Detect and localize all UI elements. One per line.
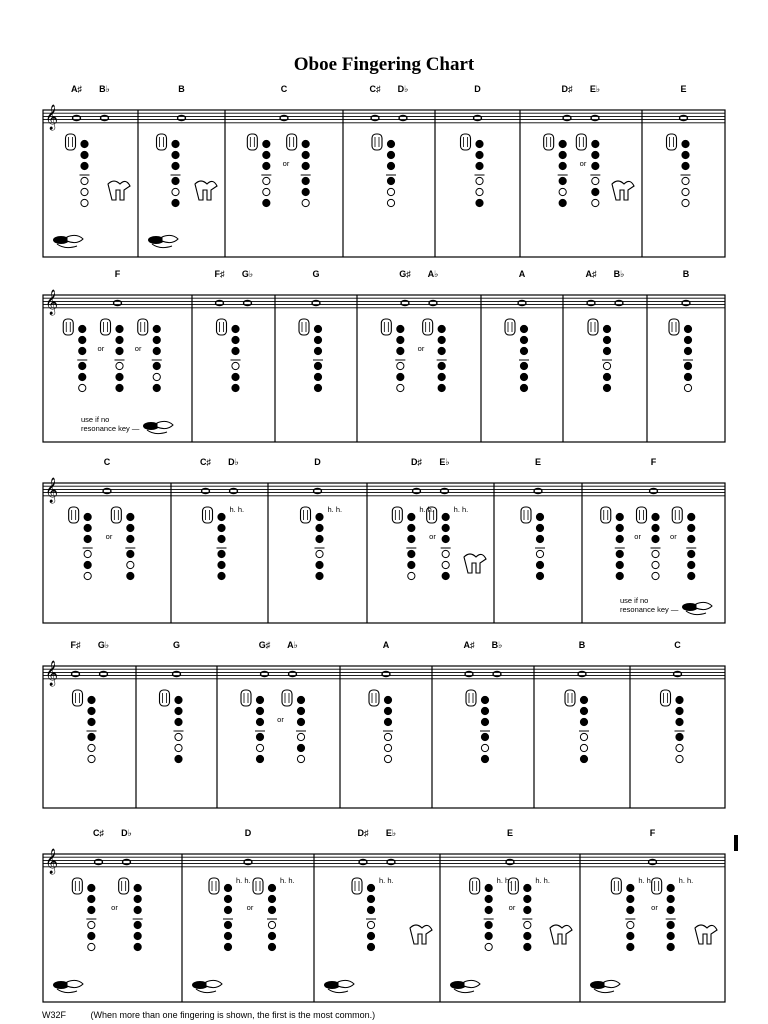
half-hole-label: h. h. <box>327 505 343 514</box>
thumb-octave-key-icon <box>119 878 129 894</box>
note-name: C♯ <box>93 828 104 838</box>
note-name: B <box>578 640 586 650</box>
finger-holes <box>522 884 532 950</box>
note-name: F <box>649 828 656 838</box>
or-label: or <box>277 715 284 724</box>
closed-hole <box>224 906 231 913</box>
or-label: or <box>579 159 587 168</box>
open-hole <box>524 921 531 928</box>
or-label: or <box>651 903 658 912</box>
finger-holes <box>133 884 143 950</box>
note-name: E♭ <box>589 84 601 94</box>
low-key-icon <box>590 980 620 992</box>
half-hole-label: h. h. <box>229 505 245 514</box>
closed-hole <box>524 884 531 891</box>
note-name: D♭ <box>228 457 239 467</box>
closed-hole <box>627 932 634 939</box>
note-name: F♯ <box>214 269 225 279</box>
closed-hole <box>88 895 95 902</box>
note-name: A♭ <box>427 269 439 279</box>
or-label: or <box>111 903 118 912</box>
half-hole-label: h. h. <box>496 876 512 885</box>
note-name: D♯ <box>561 84 573 94</box>
closed-hole <box>134 943 141 950</box>
closed-hole <box>88 906 95 913</box>
finger-holes <box>666 884 676 950</box>
note-name: F♯ <box>70 640 81 650</box>
note-name: C♯ <box>200 457 211 467</box>
note-name: B♭ <box>613 269 625 279</box>
closed-hole <box>667 943 674 950</box>
closed-hole <box>88 884 95 891</box>
note-name: C <box>280 84 288 94</box>
note-name: D♯ <box>411 457 422 467</box>
low-key-icon <box>192 980 222 992</box>
note-name: C <box>674 640 681 650</box>
closed-hole <box>627 884 634 891</box>
half-hole-label: h. h. <box>678 876 694 885</box>
closed-hole <box>667 884 674 891</box>
open-hole <box>485 943 492 950</box>
footer-note: (When more than one fingering is shown, the first is the most common.) <box>90 1010 376 1020</box>
closed-hole <box>224 932 231 939</box>
footer <box>42 1010 397 1020</box>
closed-hole <box>134 932 141 939</box>
side-key-icon <box>550 925 572 944</box>
half-hole-label: h. h. <box>280 876 295 885</box>
closed-hole <box>627 895 634 902</box>
closed-hole <box>485 932 492 939</box>
note-name: A <box>382 640 390 650</box>
closed-hole <box>485 884 492 891</box>
closed-hole <box>224 884 231 891</box>
finger-holes <box>86 884 96 950</box>
or-label: or <box>634 532 641 541</box>
open-hole <box>88 943 95 950</box>
closed-hole <box>667 932 674 939</box>
thumb-octave-key-icon <box>209 878 219 894</box>
use-if-no-label: use if no <box>81 415 110 424</box>
closed-hole <box>667 895 674 902</box>
note-name: C <box>103 457 111 467</box>
closed-hole <box>485 906 492 913</box>
closed-hole <box>134 906 141 913</box>
note-name: A♯ <box>585 269 597 279</box>
closed-hole <box>627 943 634 950</box>
thumb-octave-key-icon <box>352 878 362 894</box>
half-hole-label: h. h. <box>419 505 434 514</box>
resonance-key-label: resonance key — <box>620 605 679 614</box>
closed-hole <box>268 906 275 913</box>
note-name: D <box>474 84 481 94</box>
note-name: E♭ <box>385 828 397 838</box>
half-hole-label: h. h. <box>379 876 394 885</box>
treble-clef: 𝄞 <box>45 478 59 503</box>
closed-hole <box>268 884 275 891</box>
low-key-icon <box>53 980 83 992</box>
thumb-octave-key-icon <box>253 878 263 894</box>
note-name: F <box>650 457 657 467</box>
closed-hole <box>524 943 531 950</box>
closed-hole <box>224 895 231 902</box>
note-name: G♯ <box>399 269 411 279</box>
treble-clef: 𝄞 <box>45 849 59 874</box>
treble-clef: 𝄞 <box>45 105 59 130</box>
open-hole <box>268 921 275 928</box>
closed-hole <box>367 943 374 950</box>
closed-hole <box>268 943 275 950</box>
use-if-no-label: use if no <box>620 596 649 605</box>
note-name: A♯ <box>463 640 475 650</box>
thumb-octave-key-icon <box>611 878 621 894</box>
closed-hole <box>367 906 374 913</box>
note-name: G♯ <box>258 640 271 650</box>
note-name: B <box>682 269 690 279</box>
resonance-key-label: resonance key — <box>81 424 140 433</box>
note-name: A <box>518 269 526 279</box>
note-name: D <box>244 828 252 838</box>
page-title: Oboe Fingering Chart <box>293 54 475 75</box>
half-hole-label: h. h. <box>535 876 550 885</box>
note-name: B♭ <box>491 640 503 650</box>
note-name: G♭ <box>97 640 110 650</box>
note-name: A♭ <box>287 640 298 650</box>
note-name: D <box>314 457 321 467</box>
or-label: or <box>105 532 113 541</box>
note-name: F <box>114 269 121 279</box>
or-label: or <box>246 903 254 912</box>
open-hole <box>627 921 634 928</box>
finger-holes <box>223 884 233 950</box>
note-name: G♭ <box>241 269 254 279</box>
thumb-octave-key-icon <box>652 878 662 894</box>
closed-hole <box>367 932 374 939</box>
page-edge-mark <box>734 835 738 851</box>
half-hole-label: h. h. <box>453 505 469 514</box>
half-hole-label: h. h. <box>236 876 251 885</box>
or-label: or <box>429 532 436 541</box>
finger-holes <box>267 884 277 950</box>
or-label: or <box>417 344 425 353</box>
note-name: G <box>172 640 181 650</box>
closed-hole <box>367 895 374 902</box>
closed-hole <box>524 932 531 939</box>
closed-hole <box>88 932 95 939</box>
or-label: or <box>670 532 677 541</box>
note-name: G <box>312 269 320 279</box>
closed-hole <box>268 895 275 902</box>
open-hole <box>367 921 374 928</box>
note-name: E <box>534 457 542 467</box>
or-label: or <box>97 344 105 353</box>
low-key-icon <box>450 980 480 992</box>
closed-hole <box>627 906 634 913</box>
note-name: D♯ <box>357 828 369 838</box>
note-name: A♯ <box>71 84 82 94</box>
closed-hole <box>134 921 141 928</box>
finger-holes <box>484 884 494 950</box>
note-name: E♭ <box>439 457 450 467</box>
note-name: B <box>178 84 185 94</box>
note-name: C♯ <box>369 84 381 94</box>
fingering-cell <box>53 828 143 993</box>
closed-hole <box>224 943 231 950</box>
footer-code: W32F <box>42 1010 67 1020</box>
treble-clef: 𝄞 <box>45 661 59 686</box>
low-key-icon <box>324 980 354 992</box>
closed-hole <box>134 895 141 902</box>
closed-hole <box>367 884 374 891</box>
note-name: E <box>506 828 514 838</box>
side-key-icon <box>410 925 432 944</box>
thumb-octave-key-icon <box>72 878 82 894</box>
note-name: D♭ <box>121 828 132 838</box>
side-key-icon <box>695 925 717 944</box>
closed-hole <box>524 906 531 913</box>
note-name: D♭ <box>397 84 409 94</box>
or-label: or <box>508 903 516 912</box>
closed-hole <box>224 921 231 928</box>
note-name: E <box>680 84 687 94</box>
closed-hole <box>134 884 141 891</box>
note-name: B♭ <box>99 84 110 94</box>
closed-hole <box>268 932 275 939</box>
treble-clef: 𝄞 <box>45 290 59 315</box>
closed-hole <box>667 906 674 913</box>
closed-hole <box>485 895 492 902</box>
thumb-octave-key-icon <box>470 878 480 894</box>
half-hole-label: h. h. <box>638 876 653 885</box>
closed-hole <box>485 921 492 928</box>
closed-hole <box>524 895 531 902</box>
finger-holes <box>366 884 376 950</box>
or-label: or <box>134 344 142 353</box>
closed-hole <box>667 921 674 928</box>
finger-holes <box>625 884 635 950</box>
or-label: or <box>282 159 290 168</box>
open-hole <box>88 921 95 928</box>
